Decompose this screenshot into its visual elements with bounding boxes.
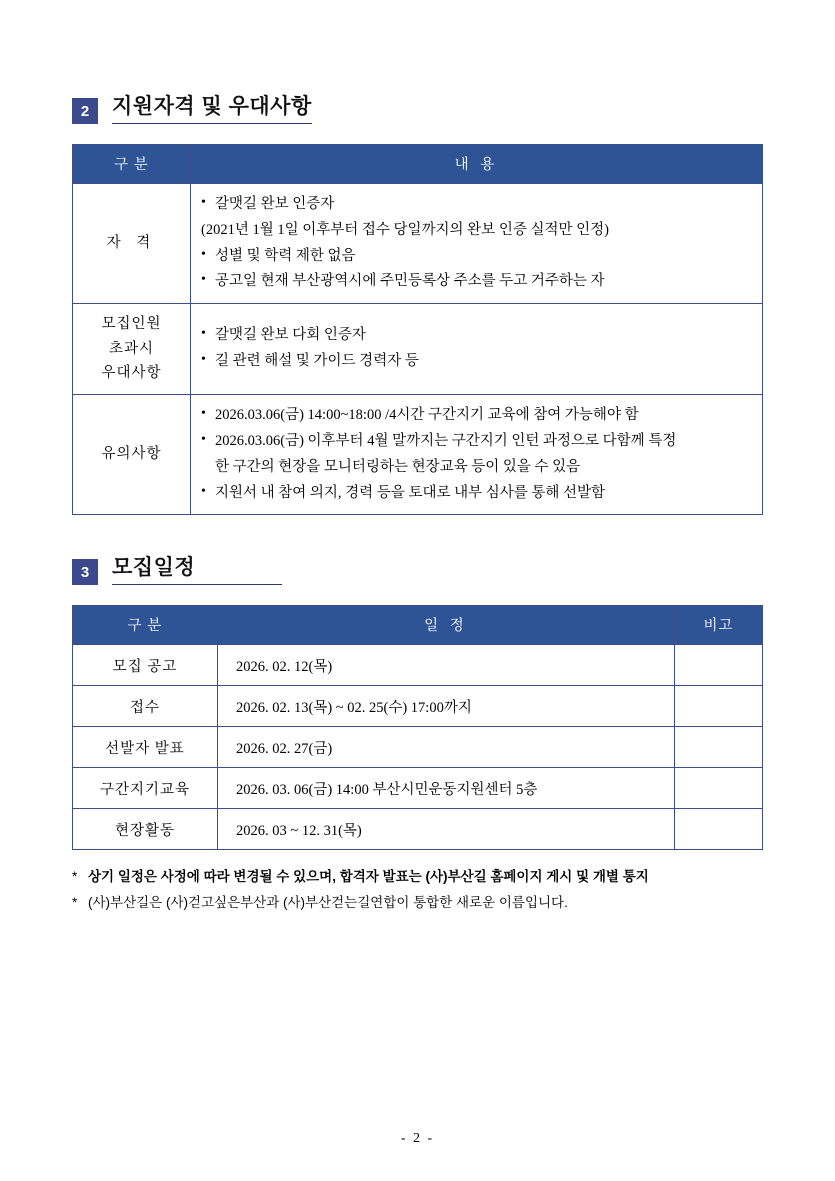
schedule-category: 선발자 발표 xyxy=(73,727,218,768)
list-item: • 지원서 내 참여 의지, 경력 등을 토대로 내부 심사를 통해 선발함 xyxy=(201,481,752,507)
asterisk-icon: * xyxy=(72,869,78,885)
section-number-badge: 3 xyxy=(72,559,98,585)
schedule-value: 2026. 02. 12(목) xyxy=(218,645,675,686)
row-content-qualification xyxy=(191,184,763,304)
schedule-category: 현장활동 xyxy=(73,809,218,850)
section-title: 지원자격 및 우대사항 xyxy=(112,95,312,118)
section-title-underline xyxy=(112,551,282,585)
schedule-remark xyxy=(675,768,763,809)
table-header-row xyxy=(73,606,763,645)
column-header-schedule: 일 정 xyxy=(218,606,675,645)
schedule-value: 2026. 03 ~ 12. 31(목) xyxy=(218,809,675,850)
row-label-qualification: 자 격 xyxy=(73,184,191,304)
list-item: • 갈맷길 완보 다회 인증자 xyxy=(201,323,752,349)
footnote xyxy=(72,864,763,890)
table-header-row xyxy=(73,145,763,184)
page-number: - 2 - xyxy=(400,1131,435,1146)
section-title: 모집일정 xyxy=(112,556,196,580)
section-number-badge: 2 xyxy=(72,98,98,124)
row-label-line: 모집인원 xyxy=(101,316,162,333)
footnote-text: 상기 일정은 사정에 따라 변경될 수 있으며, 합격자 발표는 (사)부산길 홈페이지 게시 및 개별 통지 xyxy=(88,869,649,885)
schedule-remark xyxy=(675,645,763,686)
column-header-content: 내 용 xyxy=(191,145,763,184)
column-header-division: 구 분 xyxy=(73,145,191,184)
list-item: • 2026.03.06(금) 14:00~18:00 /4시간 구간지기 교육에 참여 가능해야 함 xyxy=(201,403,752,429)
column-header-remark: 비고 xyxy=(675,606,763,645)
footnotes xyxy=(72,864,763,915)
column-header-division: 구 분 xyxy=(73,606,218,645)
schedule-category: 구간지기교육 xyxy=(73,768,218,809)
section-title-underline xyxy=(112,90,312,124)
schedule-table xyxy=(72,605,763,850)
schedule-value: 2026. 03. 06(금) 14:00 부산시민운동지원센터 5층 xyxy=(218,768,675,809)
row-label-preference xyxy=(73,304,191,395)
row-label-line: 우대사항 xyxy=(101,365,162,382)
schedule-category: 접수 xyxy=(73,686,218,727)
schedule-category: 모집 공고 xyxy=(73,645,218,686)
list-item: • 성별 및 학력 제한 없음 xyxy=(201,244,752,270)
list-item: • 갈맷길 완보 인증자 xyxy=(201,192,752,218)
table-row xyxy=(73,686,763,727)
list-item: • 길 관련 해설 및 가이드 경력자 등 xyxy=(201,349,752,375)
schedule-remark xyxy=(675,686,763,727)
footnote-text: (사)부산길은 (사)걷고싶은부산과 (사)부산걷는길연합이 통합한 새로운 이름입니다. xyxy=(88,894,568,910)
table-row xyxy=(73,768,763,809)
schedule-remark xyxy=(675,809,763,850)
table-row xyxy=(73,809,763,850)
schedule-value: 2026. 02. 13(목) ~ 02. 25(수) 17:00까지 xyxy=(218,686,675,727)
row-content-notice xyxy=(191,395,763,515)
list-item: • 공고일 현재 부산광역시에 주민등록상 주소를 두고 거주하는 자 xyxy=(201,269,752,295)
row-label-notice: 유의사항 xyxy=(73,395,191,515)
schedule-value: 2026. 02. 27(금) xyxy=(218,727,675,768)
row-label-line: 초과시 xyxy=(108,340,155,357)
schedule-remark xyxy=(675,727,763,768)
footnote xyxy=(72,890,763,916)
list-item-continuation: 한 구간의 현장을 모니터링하는 현장교육 등이 있을 수 있음 xyxy=(215,458,581,475)
table-row xyxy=(73,184,763,304)
table-row xyxy=(73,395,763,515)
table-row xyxy=(73,645,763,686)
spacer xyxy=(72,515,763,551)
section-heading-2 xyxy=(72,90,763,124)
section-heading-3 xyxy=(72,551,763,585)
qualification-table xyxy=(72,144,763,515)
list-item: (2021년 1월 1일 이후부터 접수 당일까지의 완보 인증 실적만 인정) xyxy=(201,221,609,238)
row-content-preference xyxy=(191,304,763,395)
table-row xyxy=(73,727,763,768)
table-row xyxy=(73,304,763,395)
list-item xyxy=(201,429,752,481)
list-item-text: 2026.03.06(금) 이후부터 4월 말까지는 구간지기 인턴 과정으로 다함께 특정 xyxy=(215,432,677,449)
asterisk-icon: * xyxy=(72,894,78,910)
